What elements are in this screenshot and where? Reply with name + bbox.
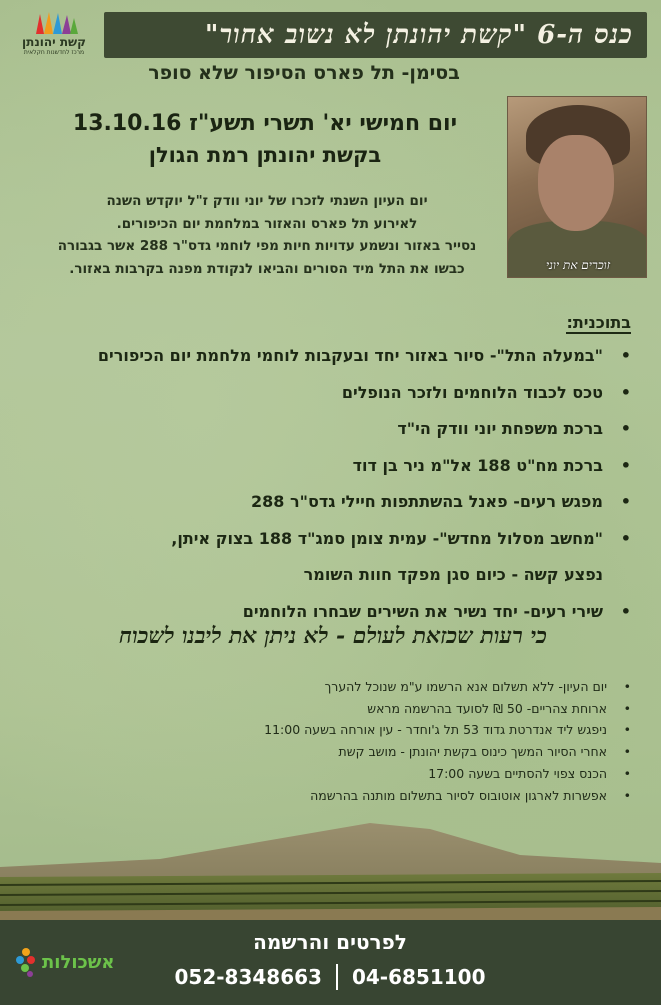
phone-link[interactable]: 04-6851100 — [351, 965, 486, 989]
bullet-icon: • — [620, 492, 631, 511]
bullet-icon: • — [623, 700, 631, 716]
eshkolot-logo — [14, 940, 134, 984]
intro-line: לאירוע תל פארס והאזור במלחמת יום הכיפורים. — [116, 215, 418, 232]
phone-link[interactable]: 052-8348663 — [174, 965, 322, 989]
bullet-icon: • — [620, 382, 631, 402]
photo-caption: זוכרים את יוני — [545, 258, 611, 272]
memorial-photo — [507, 96, 647, 278]
info-item: • הכנס צפוי להסתיים בשעה 17:00 — [41, 763, 631, 785]
hands-logo-icon — [26, 10, 82, 36]
event-place: בקשת יהונתן רמת הגולן — [148, 143, 382, 167]
bullet-icon: • — [623, 722, 631, 738]
program-item: • טכס לכבוד הלוחמים ולזכר הנופלים — [41, 375, 631, 412]
registration-heading: לפרטים והרשמה — [253, 930, 407, 954]
program-list — [41, 338, 631, 630]
intro-paragraph — [30, 190, 504, 280]
program-item: • "במעלה התל"- סיור באזור יחד ובעקבות לוחמי מלחמת יום הכיפורים — [41, 338, 631, 375]
program-item: • ברכת משפחת יוני וודק הי"ד — [41, 411, 631, 448]
program-item: • ברכת מח"ט 188 אל"מ ניר בן דוד — [41, 448, 631, 485]
logo-name: קשת יהונתן — [22, 35, 86, 49]
bullet-icon: • — [623, 765, 631, 781]
bullet-icon: • — [623, 744, 631, 760]
bullet-icon: • — [620, 419, 631, 438]
keshet-yehonatan-logo — [8, 10, 100, 60]
info-item: • אפשרות לארגון אוטובוס לסיור בתשלום מותנה בהרשמה — [41, 785, 631, 807]
event-date: יום חמישי יא' תשרי תשע"ז 13.10.16 — [72, 111, 458, 136]
golan-landscape-image — [0, 815, 661, 923]
bullet-icon: • — [620, 601, 631, 621]
program-item: • מפגש רעים- פאנל בהשתתפות חיילי גדס"ר 288 — [41, 484, 631, 521]
info-item: • אחרי הסיור המשך כינוס בקשת יהונתן - מושב קשת — [41, 741, 631, 763]
divider — [336, 964, 338, 990]
bullet-icon: • — [620, 528, 631, 548]
bullet-icon: • — [620, 346, 631, 365]
grapes-logo-icon — [14, 947, 38, 977]
header-banner — [104, 12, 647, 58]
event-subtitle: בסימן- תל פארס הסיפור שלא סופר — [148, 62, 460, 84]
phone-numbers — [150, 964, 510, 990]
info-list — [41, 676, 631, 806]
info-item: • ארוחת צהריים- 50 ₪ לסועד בהרשמה מראש — [41, 698, 631, 720]
bullet-icon: • — [620, 455, 631, 475]
program-item: • "מחשב מסלול מחדש"- עמית צומן סמג"ד 188 בצוק איתן, נפצע קשה - כיום סגן מפקד חוות השומר — [41, 521, 631, 594]
bullet-icon: • — [623, 787, 631, 803]
program-item-continuation: נפצע קשה - כיום סגן מפקד חוות השומר — [303, 565, 603, 584]
program-item: • שירי רעים- יחד נשיר את השירים שבחרו הלוחמים — [41, 594, 631, 631]
logo-tagline: מרכז לחדשנות חקלאית — [23, 49, 85, 56]
intro-line: נסייר באזור ונשמע עדויות חיות מפי לוחמי גדס"ר 288 אשר בגבורה — [57, 238, 477, 254]
info-item: • ניפגש ליד אנדרטת גדוד 53 תל ג'וחדר - עין אורחה בשעה 11:00 — [41, 719, 631, 741]
intro-line: יום העיון השנתי לזכרו של יוני וודק ז"ל יוקדש השנה — [106, 193, 428, 209]
bullet-icon: • — [623, 679, 631, 694]
program-heading: בתוכנית: — [566, 313, 631, 332]
info-item: • יום העיון- ללא תשלום אנא הרשמו ע"מ שנוכל להערך — [41, 676, 631, 698]
event-title: כנס ה-6 "קשת יהונתן לא נשוב אחור" — [204, 20, 633, 50]
intro-line: כבשו את התל מיד הסורים והביאו לנקודת מפנה בקרבות באזור. — [69, 260, 465, 277]
logo-name: אשכולות — [42, 951, 115, 973]
slogan: כי רעות שכזאת לעולם - לא ניתן את ליבנו לשכוח — [119, 623, 547, 649]
